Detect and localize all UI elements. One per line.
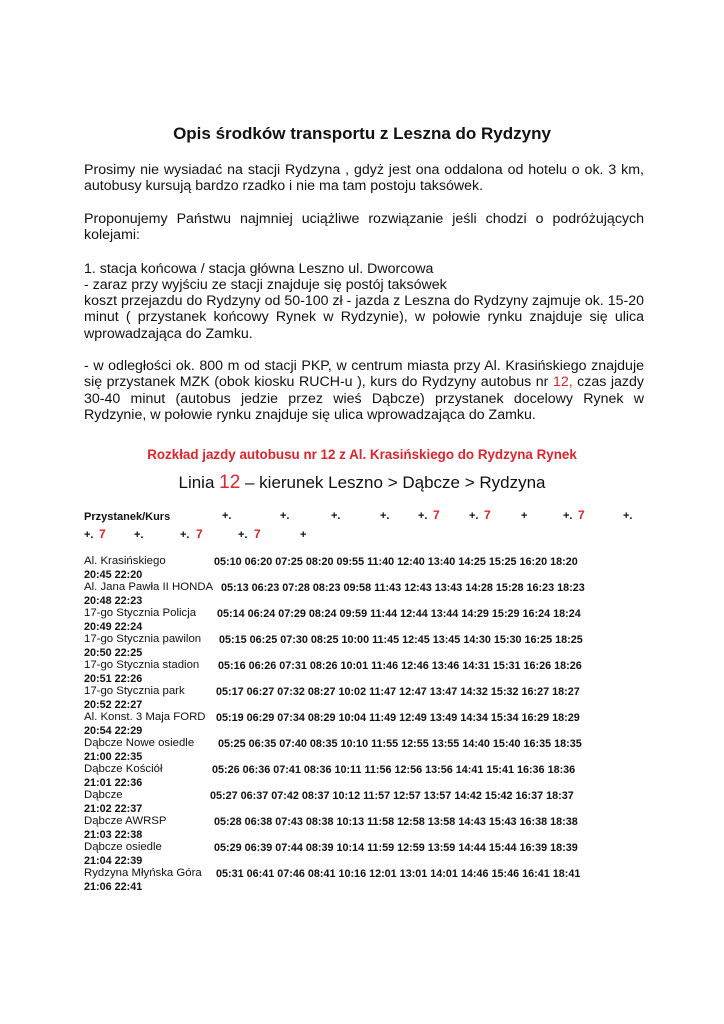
stop-times-cont: 20:48 22:23: [84, 595, 143, 607]
stop-times: 05:31 06:41 07:46 08:41 10:16 12:01 13:01 14:01 14:46 15:46 16:41 18:41: [216, 868, 581, 880]
stop-times: 05:17 06:27 07:32 08:27 10:02 11:47 12:47 13:47 14:32 15:32 16:27 18:27: [216, 686, 580, 698]
stop-times-cont: 21:02 22:37: [84, 803, 143, 815]
option1-line2: - zaraz przy wyjściu ze stacji znajduje się postój taksówek: [84, 277, 447, 293]
stop-times-cont: 20:49 22:24: [84, 621, 143, 633]
option1-details: koszt przejazdu do Rydzyny od 50-100 zł - jazda z Leszna do Rydzyny zajmuje ok. 15-20 minut ( przystanek końcowy Rynek w Rydzynie), w połowie rynku znajduje się ulica wprowadzająca do Zamku.: [84, 293, 644, 342]
stop-name: 17-go Stycznia stadion: [84, 659, 200, 671]
symbol: +.: [469, 510, 479, 522]
stop-name: Al. Jana Pawła II HONDA: [84, 581, 214, 593]
intro-paragraph: Prosimy nie wysiadać na stacji Rydzyna , gdyż jest ona oddalona od hotelu o ok. 3 km, autobusy kursują bardzo rzadko i nie ma tam postoju taksówek.: [84, 162, 644, 195]
stop-times: 05:15 06:25 07:30 08:25 10:00 11:45 12:45 13:45 14:30 15:30 16:25 18:25: [219, 634, 583, 646]
symbol: +.: [238, 529, 248, 541]
stop-times-cont: 20:45 22:20: [84, 569, 143, 581]
stop-times: 05:28 06:38 07:43 08:38 10:13 11:58 12:58 13:58 14:43 15:43 16:38 18:38: [214, 816, 578, 828]
symbol: +.: [84, 529, 94, 541]
option1-line1: 1. stacja końcowa / stacja główna Leszno ul. Dworcowa: [84, 261, 434, 277]
page-title: Opis środków transportu z Leszna do Rydzyny: [173, 124, 551, 143]
stop-times: 05:27 06:37 07:42 08:37 10:12 11:57 12:57 13:57 14:42 15:42 16:37 18:37: [210, 790, 574, 802]
stop-name: 17-go Stycznia Policja: [84, 607, 197, 619]
stop-times-cont: 20:54 22:29: [84, 725, 143, 737]
stop-times-cont: 21:01 22:36: [84, 777, 143, 789]
symbol-red: 7: [99, 527, 106, 541]
option2-paragraph: [84, 358, 644, 424]
symbol: +.: [222, 510, 232, 522]
schedule-header-label: Przystanek/Kurs: [84, 511, 171, 523]
symbol: +.: [134, 529, 144, 541]
symbol: +.: [180, 529, 190, 541]
symbol: +.: [418, 510, 428, 522]
symbol-red: 7: [578, 508, 585, 522]
stop-name: 17-go Stycznia pawilon: [84, 633, 202, 645]
symbol: +.: [280, 510, 290, 522]
stop-name: Dąbcze AWRSP: [84, 815, 167, 827]
stop-times-cont: 21:04 22:39: [84, 855, 143, 867]
symbol-red: 7: [254, 527, 261, 541]
stop-name: Dąbcze Nowe osiedle: [84, 737, 195, 749]
stop-times-cont: 20:50 22:25: [84, 647, 143, 659]
stop-times: 05:10 06:20 07:25 08:20 09:55 11:40 12:40 13:40 14:25 15:25 16:20 18:20: [214, 556, 578, 568]
stop-name: Dąbcze: [84, 789, 123, 801]
symbol-red: 7: [433, 508, 440, 522]
symbol: +.: [623, 510, 633, 522]
stop-times: 05:25 06:35 07:40 08:35 10:10 11:55 12:55 13:55 14:40 15:40 16:35 18:35: [218, 738, 582, 750]
stop-name: Rydzyna Młyńska Góra: [84, 867, 202, 879]
stop-times: 05:13 06:23 07:28 08:23 09:58 11:43 12:43 13:43 14:28 15:28 16:23 18:23: [221, 582, 585, 594]
line-number: 12: [219, 472, 241, 493]
stop-name: Dąbcze Kościół: [84, 763, 163, 775]
proposal-paragraph: Proponujemy Państwu najmniej uciążliwe rozwiązanie jeśli chodzi o podróżujących kolejami:: [84, 211, 644, 244]
stop-times-cont: 20:51 22:26: [84, 673, 143, 685]
stop-times: 05:26 06:36 07:41 08:36 10:11 11:56 12:56 13:56 14:41 15:41 16:36 18:36: [212, 764, 576, 776]
line-prefix: Linia: [178, 473, 220, 492]
line-direction: – kierunek Leszno > Dąbcze > Rydzyna: [240, 473, 546, 492]
stop-times: 05:16 06:26 07:31 08:26 10:01 11:46 12:46 13:46 14:31 15:31 16:26 18:26: [218, 660, 582, 672]
schedule-title: Rozkład jazdy autobusu nr 12 z Al. Krasińskiego do Rydzyna Rynek: [147, 447, 577, 462]
stop-times: 05:19 06:29 07:34 08:29 10:04 11:49 12:49 13:49 14:34 15:34 16:29 18:29: [216, 712, 580, 724]
symbol-red: 7: [484, 508, 491, 522]
symbol: +.: [380, 510, 390, 522]
symbol: +: [521, 510, 528, 522]
option2-text-before: - w odległości ok. 800 m od stacji PKP, w centrum miasta przy Al. Krasińskiego znajduje się przystanek MZK (obok kiosku RUCH-u ), kurs do Rydzyny autobus nr: [84, 358, 644, 391]
option2-text-after: czas jazdy 30-40 minut (autobus jedzie przez wieś Dąbcze) przystanek docelowy Rynek w Rydzynie, w połowie rynku znajduje się ulica wprowadzająca do Zamku.: [84, 374, 644, 424]
stop-times-cont: 20:52 22:27: [84, 699, 143, 711]
stop-name: 17-go Stycznia park: [84, 685, 185, 697]
symbol: +.: [331, 510, 341, 522]
stop-times-cont: 21:06 22:41: [84, 881, 143, 893]
stop-name: Al. Konst. 3 Maja FORD: [84, 711, 206, 723]
symbol: +.: [563, 510, 573, 522]
stop-times: 05:14 06:24 07:29 08:24 09:59 11:44 12:44 13:44 14:29 15:29 16:24 18:24: [217, 608, 581, 620]
symbol: +: [300, 529, 307, 541]
stop-name: Al. Krasińskiego: [84, 555, 166, 567]
bus-number: 12,: [552, 374, 573, 391]
stop-times-cont: 21:03 22:38: [84, 829, 143, 841]
line-heading: [0, 472, 724, 494]
stop-times: 05:29 06:39 07:44 08:39 10:14 11:59 12:59 13:59 14:44 15:44 16:39 18:39: [214, 842, 578, 854]
stop-name: Dąbcze osiedle: [84, 841, 162, 853]
symbol-red: 7: [196, 527, 203, 541]
stop-times-cont: 21:00 22:35: [84, 751, 143, 763]
